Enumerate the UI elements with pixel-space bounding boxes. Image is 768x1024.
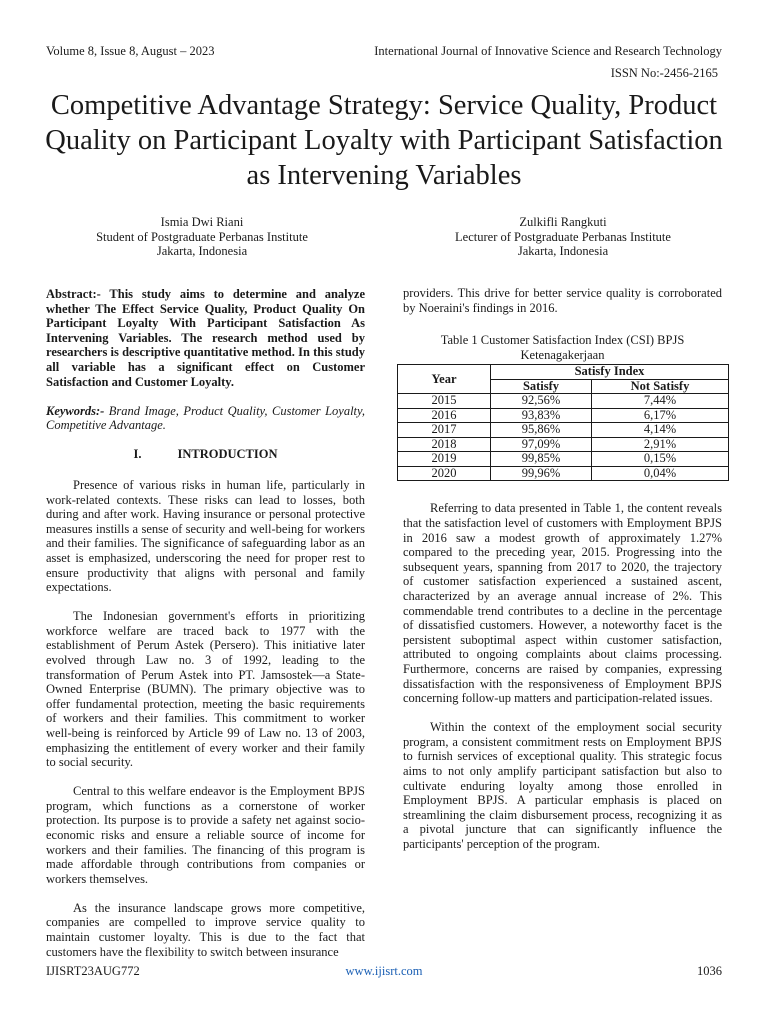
cell-not-satisfy: 4,14% xyxy=(592,423,729,438)
keywords-label: Keywords:- xyxy=(46,403,105,418)
issn: ISSN No:-2456-2165 xyxy=(610,66,718,80)
table-row xyxy=(398,394,729,409)
author-name: Zulkifli Rangkuti xyxy=(519,215,607,229)
footer-website-link[interactable]: www.ijisrt.com xyxy=(345,964,423,978)
table-row xyxy=(398,408,729,423)
left-column xyxy=(46,287,365,974)
table-row xyxy=(398,466,729,481)
page-number: 1036 xyxy=(697,964,722,978)
header-satisfy: Satisfy xyxy=(491,379,592,394)
volume-issue: Volume 8, Issue 8, August – 2023 xyxy=(46,44,215,58)
right-column xyxy=(403,286,722,866)
cell-year: 2015 xyxy=(398,394,491,409)
intro-paragraph: Presence of various risks in human life, particularly in work-related contexts. These risks can lead to losses, both during and after work. Having insurance or personal protective measures instills a sense of security and well-being for workers and their families. The significance of safeguarding labor as an asset is emphasized, underscoring the need for proper rest to ensure productivity that aligns with personal and family expectations. xyxy=(46,477,365,595)
cell-satisfy: 95,86% xyxy=(491,423,592,438)
cell-year: 2017 xyxy=(398,423,491,438)
cell-not-satisfy: 0,04% xyxy=(592,466,729,481)
cell-satisfy: 97,09% xyxy=(491,437,592,452)
abstract-label: Abstract:- xyxy=(46,287,101,301)
journal-name: International Journal of Innovative Science and Research Technology xyxy=(374,44,722,58)
table-row xyxy=(398,437,729,452)
author-block-2 xyxy=(413,215,713,259)
cell-year: 2018 xyxy=(398,437,491,452)
intro-paragraph: Central to this welfare endeavor is the Employment BPJS program, which functions as a cornerstone of worker protection. Its purpose is to provide a safety net against socio-economic risks and ensure a reliable source of income for workers and their families. The financing of this program is made affordable through contributions from companies or workers themselves. xyxy=(46,784,365,886)
intro-paragraph: The Indonesian government's efforts in prioritizing workforce welfare are traced back to 1977 with the establishment of Perum Astek (Persero). This initiative later evolved through Law no. 3 of 1992, leading to the transformation of Perum Astek into PT. Jamsostek—a State-Owned Enterprise (BUMN). The primary objective was to offer fundamental protection, meeting the basic requirements of workers and their families. This commitment to worker well-being is reinforced by Article 99 of Law no. 13 of 2003, emphasizing the entitlement of every worker and their family to social security. xyxy=(46,609,365,770)
author-location: Jakarta, Indonesia xyxy=(517,244,609,258)
author-affiliation: Student of Postgraduate Perbanas Institute xyxy=(96,229,308,244)
author-location: Jakarta, Indonesia xyxy=(156,244,248,258)
cell-satisfy: 93,83% xyxy=(491,408,592,423)
keywords xyxy=(46,404,365,433)
cell-not-satisfy: 7,44% xyxy=(592,394,729,409)
continued-paragraph: providers. This drive for better service quality is corroborated by Noeraini's findings in 2016. xyxy=(403,286,722,315)
body-paragraph: Referring to data presented in Table 1, the content reveals that the satisfaction level of customers with Employment BPJS in 2016 saw a modest growth of approximately 1.27% compared to the preceding year, 2015. Progressing into the subsequent years, spanning from 2017 to 2020, the trajectory of customer satisfaction experienced a sustained ascent, characterized by an average annual increase of 2%. This commendable trend contributes to a decline in the percentage of dissatisfied customers. However, a noteworthy facet is the persistent suboptimal aspect within customer satisfaction, attributed to ongoing complaints about claims processing. Furthermore, concerns are raised by companies, expressing dissatisfaction with the responsiveness of Employment BPJS concerning follow-up matters and participation-related issues. xyxy=(403,501,722,706)
table-caption: Table 1 Customer Satisfaction Index (CSI) BPJS Ketenagakerjaan xyxy=(440,333,685,362)
cell-satisfy: 99,96% xyxy=(491,466,592,481)
table-header-row xyxy=(398,365,729,380)
cell-year: 2019 xyxy=(398,452,491,467)
cell-year: 2016 xyxy=(398,408,491,423)
cell-satisfy: 99,85% xyxy=(491,452,592,467)
csi-table xyxy=(397,364,729,481)
cell-satisfy: 92,56% xyxy=(491,394,592,409)
section-title: INTRODUCTION xyxy=(177,447,278,462)
section-heading xyxy=(46,447,365,462)
header-not-satisfy: Not Satisfy xyxy=(592,379,729,394)
header-satisfy-index: Satisfy Index xyxy=(491,365,729,380)
cell-not-satisfy: 0,15% xyxy=(592,452,729,467)
body-paragraph: Within the context of the employment social security program, a consistent commitment rests on Employment BPJS to furnish services of exceptional quality. This strategic focus aims to not only amplify participant satisfaction but also to cultivate enduring loyalty among those enrolled in Employment BPJS. A particular emphasis is placed on streamlining the claim disbursement process, recognizing it as a pivotal juncture that can significantly influence the participants' perception of the program. xyxy=(403,720,722,851)
header-year: Year xyxy=(398,365,491,394)
keywords-text: Brand Image, Product Quality, Customer Loyalty, Competitive Advantage. xyxy=(46,403,365,433)
abstract xyxy=(46,287,365,389)
paper-title: Competitive Advantage Strategy: Service Quality, Product Quality on Participant Loyalty with Participant Satisfaction as Intervening Variables xyxy=(45,90,723,191)
section-number: I. xyxy=(133,447,142,462)
abstract-text: This study aims to determine and analyze whether The Effect Service Quality, Product Quality On Participant Loyalty With Participant Satisfaction As Intervening Variables. The research method used by researchers is descriptive quantitative method. In this study all variable has a significant effect on Customer Satisfaction and Customer Loyalty. xyxy=(46,287,365,389)
cell-year: 2020 xyxy=(398,466,491,481)
author-affiliation: Lecturer of Postgraduate Perbanas Institute xyxy=(455,229,671,244)
author-name: Ismia Dwi Riani xyxy=(160,215,244,229)
table-row xyxy=(398,452,729,467)
cell-not-satisfy: 6,17% xyxy=(592,408,729,423)
table-row xyxy=(398,423,729,438)
intro-paragraph: As the insurance landscape grows more competitive, companies are compelled to improve service quality to maintain customer loyalty. This is due to the fact that customers have the flexibility to switch between insurance xyxy=(46,900,365,959)
cell-not-satisfy: 2,91% xyxy=(592,437,729,452)
footer-paper-code: IJISRT23AUG772 xyxy=(46,964,140,978)
author-block-1 xyxy=(52,215,352,259)
